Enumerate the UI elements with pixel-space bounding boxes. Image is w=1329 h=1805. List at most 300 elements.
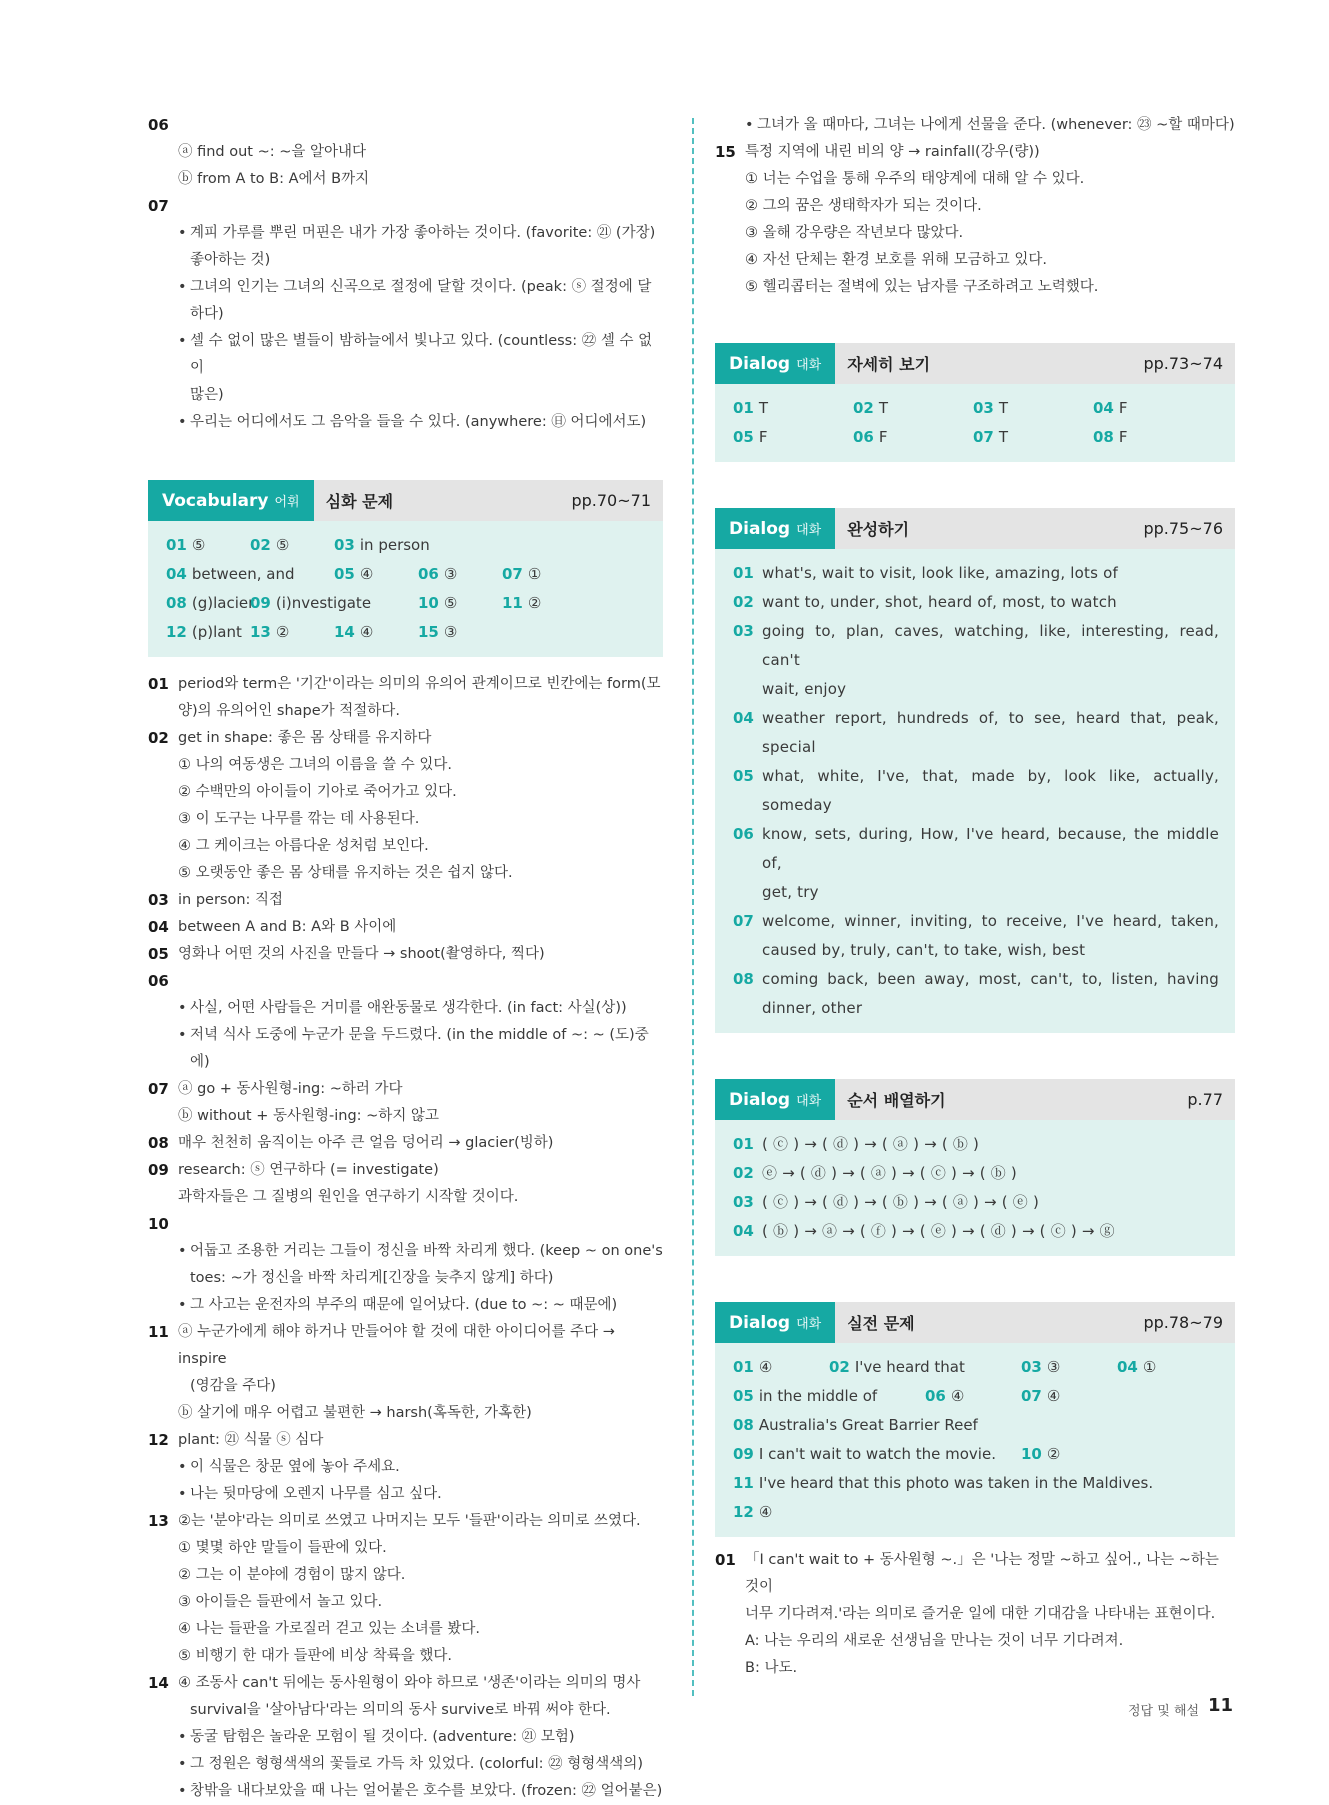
answer-value: F bbox=[1118, 399, 1128, 417]
item-text: research: ⓢ 연구하다 (= investigate) bbox=[178, 1162, 439, 1178]
answer-value: ② bbox=[527, 594, 542, 612]
answer-value: I can't wait to watch the movie. bbox=[758, 1445, 996, 1463]
item-number: 04 bbox=[148, 918, 169, 936]
bullet-line: • 그녀의 인기는 그녀의 신곡으로 절정에 달할 것이다. (peak: ⓢ 절정에 달 bbox=[148, 274, 663, 301]
vocabulary-answers bbox=[148, 521, 663, 657]
answer-row bbox=[733, 1411, 1219, 1440]
answer-cell bbox=[250, 589, 418, 618]
section-tag bbox=[148, 480, 314, 521]
answer-line bbox=[733, 907, 1219, 936]
section-pages: pp.75~76 bbox=[1143, 519, 1223, 538]
section-tag-korean: 어휘 bbox=[274, 495, 300, 510]
answer-value: T bbox=[998, 428, 1009, 446]
answer-number bbox=[733, 733, 757, 762]
text-line: ⑤ 헬리콥터는 절벽에 있는 남자를 구조하려고 노력했다. bbox=[745, 279, 1099, 295]
section-title: 자세히 보기 bbox=[847, 355, 931, 374]
answer-number: 12 bbox=[166, 623, 187, 641]
section-title: 실전 문제 bbox=[847, 1314, 915, 1333]
text-line: ④ 나는 들판을 가로질러 걷고 있는 소녀를 봤다. bbox=[178, 1621, 480, 1637]
text-line: ④ 자선 단체는 환경 보호를 위해 모금하고 있다. bbox=[745, 252, 1047, 268]
explanation-item bbox=[148, 968, 663, 1076]
bullet-line: • 사실, 어떤 사람들은 거미를 애완동물로 생각한다. (in fact: 사실(상)) bbox=[148, 995, 663, 1022]
text-line: ⓑ from A to B: A에서 B까지 bbox=[178, 171, 370, 187]
answer-value: ③ bbox=[443, 565, 458, 583]
explanation-row bbox=[148, 941, 663, 968]
answer-value: coming back, been away, most, can't, to, listen, having bbox=[762, 970, 1219, 988]
answer-cell bbox=[418, 589, 502, 618]
answer-number: 09 bbox=[250, 594, 271, 612]
item-number: 12 bbox=[148, 1431, 169, 1449]
text-line: ① 나의 여동생은 그녀의 이름을 쓸 수 있다. bbox=[178, 757, 452, 773]
answer-number: 10 bbox=[1021, 1445, 1042, 1463]
bullet-line: • 창밖을 내다보았을 때 나는 얼어붙은 호수를 보았다. (frozen: ㉒ 얼어붙은) bbox=[148, 1778, 663, 1805]
answer-value: ⓔ → ( ⓓ ) → ( ⓐ ) → ( ⓒ ) → ( ⓑ ) bbox=[762, 1164, 1017, 1182]
answer-value: Australia's Great Barrier Reef bbox=[758, 1416, 978, 1434]
answer-number: 07 bbox=[973, 428, 994, 446]
explanation-row bbox=[715, 1547, 1235, 1601]
explanation-item bbox=[148, 671, 663, 725]
answer-value: dinner, other bbox=[762, 999, 863, 1017]
explanation-row bbox=[148, 1157, 663, 1184]
bullet-line: • 동굴 탐험은 놀라운 모험이 될 것이다. (adventure: ㉑ 모험) bbox=[148, 1724, 663, 1751]
answer-value: ② bbox=[1046, 1445, 1061, 1463]
answer-value: T bbox=[878, 399, 889, 417]
explanation-item bbox=[148, 1130, 663, 1157]
answer-cell bbox=[502, 589, 582, 618]
answer-line bbox=[733, 965, 1219, 994]
bullet-continuation: 많은) bbox=[190, 387, 224, 403]
answer-number: 06 bbox=[925, 1387, 946, 1405]
explanation-item bbox=[148, 193, 663, 436]
item-text: in person: 직접 bbox=[178, 892, 284, 908]
answer-value: ⑤ bbox=[275, 536, 290, 554]
explanation-item bbox=[148, 725, 663, 887]
item-text: period와 term은 '기간'이라는 의미의 유의어 관계이므로 빈칸에는 form(모 bbox=[178, 676, 661, 692]
answer-line bbox=[733, 762, 1219, 820]
text-line: (영감을 주다) bbox=[190, 1378, 276, 1394]
section-tag-label: Dialog bbox=[729, 1312, 791, 1333]
text-line: ⓑ without + 동사원형-ing: ~하지 않고 bbox=[178, 1108, 439, 1124]
answer-number: 03 bbox=[1021, 1358, 1042, 1376]
column-divider bbox=[692, 118, 694, 1696]
answer-cell bbox=[166, 618, 250, 647]
answer-value: (p)lant bbox=[191, 623, 242, 641]
answer-line bbox=[733, 617, 1219, 675]
answer-number: 02 bbox=[250, 536, 271, 554]
explanation-row bbox=[148, 1508, 663, 1535]
answer-value: ② bbox=[275, 623, 290, 641]
dialog-answers bbox=[715, 384, 1235, 462]
answer-cell bbox=[1021, 1382, 1101, 1411]
answer-number: 09 bbox=[733, 1445, 754, 1463]
answer-cell bbox=[733, 423, 853, 452]
bullet-line: • 우리는 어디에서도 그 음악을 들을 수 있다. (anywhere: ㊐ 어디에서도) bbox=[148, 409, 663, 436]
section-tag-korean: 대화 bbox=[796, 358, 822, 373]
answer-value: in person bbox=[359, 536, 430, 554]
item-text bbox=[178, 193, 663, 220]
section-header bbox=[148, 480, 663, 521]
text-line: 과학자들은 그 질병의 원인을 연구하기 시작할 것이다. bbox=[178, 1189, 519, 1205]
explanation-item bbox=[148, 941, 663, 968]
explanation-item bbox=[715, 139, 1235, 301]
bullet-line: • 그녀가 올 때마다, 그녀는 나에게 선물을 준다. (whenever: ㉓ ~할 때마다) bbox=[715, 112, 1235, 139]
explanation-row bbox=[148, 968, 663, 995]
section-tag-korean: 대화 bbox=[796, 523, 822, 538]
answer-cell bbox=[853, 394, 973, 423]
item-number: 11 bbox=[148, 1323, 169, 1341]
explanation-item bbox=[148, 1211, 663, 1319]
section-tag-label: Vocabulary bbox=[162, 490, 269, 511]
section-header bbox=[715, 1079, 1235, 1120]
answer-value: ① bbox=[1142, 1358, 1157, 1376]
answer-number bbox=[733, 675, 757, 704]
item-number: 02 bbox=[148, 729, 169, 747]
answer-number: 02 bbox=[853, 399, 874, 417]
section-tag bbox=[715, 1302, 835, 1343]
answer-number: 07 bbox=[733, 912, 754, 930]
item-number: 13 bbox=[148, 1512, 169, 1530]
answer-number: 15 bbox=[418, 623, 439, 641]
answer-row bbox=[166, 589, 647, 618]
answer-cell bbox=[733, 1498, 813, 1527]
section-pages: pp.70~71 bbox=[571, 491, 651, 510]
section-tag-label: Dialog bbox=[729, 353, 791, 374]
item-text: 매우 천천히 움직이는 아주 큰 얼음 덩어리 → glacier(빙하) bbox=[178, 1135, 554, 1151]
answer-cell bbox=[1093, 423, 1213, 452]
answer-row bbox=[733, 1440, 1219, 1469]
answer-cell bbox=[733, 1411, 1133, 1440]
item-text: 「I can't wait to + 동사원형 ~.」은 '나는 정말 ~하고 싶어., 나는 ~하는 것이 bbox=[745, 1552, 1219, 1595]
answer-cell bbox=[733, 394, 853, 423]
item-number: 01 bbox=[148, 675, 169, 693]
answer-number: 01 bbox=[166, 536, 187, 554]
text-line: survival을 '살아남다'라는 의미의 동사 survive로 바꿔 써야 한다. bbox=[190, 1702, 611, 1718]
item-text: ⓐ go + 동사원형-ing: ~하러 가다 bbox=[178, 1081, 403, 1097]
dialog-answers bbox=[715, 1120, 1235, 1256]
section-title: 순서 배열하기 bbox=[847, 1091, 946, 1110]
text-line: A: 나는 우리의 새로운 선생님을 만나는 것이 너무 기다려져. bbox=[745, 1633, 1124, 1649]
vocabulary-section bbox=[148, 480, 663, 657]
answer-value: what's, wait to visit, look like, amazing, lots of bbox=[762, 564, 1118, 582]
answer-cell bbox=[334, 531, 494, 560]
answer-cell bbox=[166, 589, 255, 618]
answer-value: ④ bbox=[359, 623, 374, 641]
item-number: 07 bbox=[148, 197, 169, 215]
explanation-row bbox=[148, 1130, 663, 1157]
section-title: 심화 문제 bbox=[325, 492, 394, 511]
text-line: 너무 기다려져.'라는 의미로 즐거운 일에 대한 기대감을 나타내는 표현이다. bbox=[745, 1606, 1216, 1622]
item-number: 10 bbox=[148, 1215, 169, 1233]
item-text: get in shape: 좋은 몸 상태를 유지하다 bbox=[178, 730, 432, 746]
answer-line bbox=[733, 994, 1219, 1023]
text-line: ② 그의 꿈은 생태학자가 되는 것이다. bbox=[745, 198, 982, 214]
explanation-item bbox=[148, 914, 663, 941]
right-column bbox=[715, 112, 1235, 1682]
explanation-row bbox=[148, 671, 663, 698]
answer-number: 01 bbox=[733, 564, 754, 582]
section-header bbox=[715, 1302, 1235, 1343]
answer-number: 06 bbox=[418, 565, 439, 583]
answer-line bbox=[733, 936, 1219, 965]
text-line: ② 수백만의 아이들이 기아로 죽어가고 있다. bbox=[178, 784, 457, 800]
text-line: ⓐ find out ~: ~을 알아내다 bbox=[178, 144, 367, 160]
answer-line bbox=[733, 704, 1219, 733]
answer-cell bbox=[166, 531, 250, 560]
answer-number: 10 bbox=[418, 594, 439, 612]
answer-number: 11 bbox=[733, 1474, 754, 1492]
answer-row bbox=[733, 1353, 1219, 1382]
explanation-row bbox=[715, 139, 1235, 166]
explanation-item bbox=[148, 1157, 663, 1211]
answer-cell bbox=[1021, 1353, 1117, 1382]
explanation-item bbox=[148, 1076, 663, 1130]
explanation-row bbox=[148, 725, 663, 752]
answer-value: what, white, I've, that, made by, look like, actually, someday bbox=[762, 767, 1219, 814]
answer-number: 08 bbox=[166, 594, 187, 612]
answer-row bbox=[733, 423, 1219, 452]
item-number: 06 bbox=[148, 116, 169, 134]
text-line: ② 그는 이 분야에 경험이 많지 않다. bbox=[178, 1567, 406, 1583]
answer-number: 14 bbox=[334, 623, 355, 641]
answer-cell bbox=[250, 531, 334, 560]
dialog-answers bbox=[715, 1343, 1235, 1537]
answer-cell bbox=[1093, 394, 1213, 423]
answer-number: 01 bbox=[733, 1135, 754, 1153]
answer-number: 01 bbox=[733, 1358, 754, 1376]
section-header bbox=[715, 343, 1235, 384]
section-tag bbox=[715, 343, 835, 384]
answer-value: between, and bbox=[191, 565, 295, 583]
item-text: ②는 '분야'라는 의미로 쓰였고 나머지는 모두 '들판'이라는 의미로 쓰였다. bbox=[178, 1513, 641, 1529]
text-line: ⑤ 비행기 한 대가 들판에 비상 착륙을 했다. bbox=[178, 1648, 452, 1664]
answer-row bbox=[166, 560, 647, 589]
section-header bbox=[715, 508, 1235, 549]
answer-value: F bbox=[1118, 428, 1128, 446]
answer-number: 03 bbox=[733, 1193, 754, 1211]
explanation-row bbox=[148, 1211, 663, 1238]
item-number: 01 bbox=[715, 1551, 736, 1569]
answer-cell bbox=[973, 423, 1093, 452]
answer-value: ④ bbox=[758, 1358, 773, 1376]
answer-number: 08 bbox=[1093, 428, 1114, 446]
bullet-line: • 셀 수 없이 많은 별들이 밤하늘에서 빛나고 있다. (countless: ㉒ 셀 수 없이 bbox=[148, 328, 663, 382]
dialog-section bbox=[715, 343, 1235, 462]
section-tag-korean: 대화 bbox=[796, 1317, 822, 1332]
answer-number: 11 bbox=[502, 594, 523, 612]
bullet-line: • 계피 가루를 뿌린 머핀은 내가 가장 좋아하는 것이다. (favorite: ㉑ (가장) bbox=[148, 220, 663, 247]
item-text: 영화나 어떤 것의 사진을 만들다 → shoot(촬영하다, 찍다) bbox=[178, 946, 545, 962]
text-line: 양)의 유의어인 shape가 적절하다. bbox=[178, 703, 400, 719]
answer-cell bbox=[418, 618, 498, 647]
answer-value: ① bbox=[527, 565, 542, 583]
item-text bbox=[178, 112, 663, 139]
answer-number: 07 bbox=[502, 565, 523, 583]
answer-number bbox=[733, 878, 757, 907]
answer-value: ④ bbox=[950, 1387, 965, 1405]
item-text: ④ 조동사 can't 뒤에는 동사원형이 와야 하므로 '생존'이라는 의미의 명사 bbox=[178, 1675, 641, 1691]
answer-row bbox=[733, 1382, 1219, 1411]
bullet-line: • 그 사고는 운전자의 부주의 때문에 일어났다. (due to ~: ~ 때문에) bbox=[148, 1292, 663, 1319]
item-text bbox=[178, 968, 663, 995]
answer-value: ④ bbox=[359, 565, 374, 583]
answer-number: 04 bbox=[166, 565, 187, 583]
footer-label: 정답 및 해설 bbox=[1128, 1704, 1200, 1719]
answer-cell bbox=[250, 618, 334, 647]
text-line: B: 나도. bbox=[745, 1660, 798, 1676]
answer-cell bbox=[1021, 1440, 1101, 1469]
bullet-line: • 나는 뒷마당에 오렌지 나무를 심고 싶다. bbox=[148, 1481, 663, 1508]
item-text: 특정 지역에 내린 비의 양 → rainfall(강우(량)) bbox=[745, 144, 1040, 160]
answer-value: ⑤ bbox=[443, 594, 458, 612]
text-line: ⓑ 살기에 매우 어렵고 불편한 → harsh(혹독한, 가혹한) bbox=[178, 1405, 532, 1421]
explanation-item bbox=[148, 1427, 663, 1508]
section-pages: pp.73~74 bbox=[1143, 354, 1223, 373]
section-tag-korean: 대화 bbox=[796, 1094, 822, 1109]
item-text: ⓐ 누군가에게 해야 하거나 만들어야 할 것에 대한 아이디어를 주다 → inspire bbox=[178, 1324, 615, 1367]
answer-number: 05 bbox=[334, 565, 355, 583]
explanation-item bbox=[148, 887, 663, 914]
explanation-row bbox=[148, 887, 663, 914]
explanation-row bbox=[148, 1670, 663, 1697]
answer-number: 03 bbox=[973, 399, 994, 417]
explanation-row bbox=[148, 1319, 663, 1373]
bullet-line: • 그 정원은 형형색색의 꽃들로 가득 차 있었다. (colorful: ㉒ 형형색색의) bbox=[148, 1751, 663, 1778]
dialog-explanations bbox=[715, 1547, 1235, 1682]
answer-row bbox=[733, 1498, 1219, 1527]
answer-value: F bbox=[878, 428, 888, 446]
answer-cell bbox=[733, 1469, 1193, 1498]
answer-number: 05 bbox=[733, 1387, 754, 1405]
answer-cell bbox=[1117, 1353, 1197, 1382]
explanation-row bbox=[148, 914, 663, 941]
answer-value: weather report, hundreds of, to see, heard that, peak, bbox=[762, 709, 1219, 727]
answer-value: ③ bbox=[1046, 1358, 1061, 1376]
answer-line bbox=[733, 878, 1219, 907]
explanation-row bbox=[148, 112, 663, 139]
answer-number: 04 bbox=[733, 1222, 754, 1240]
answer-number: 08 bbox=[733, 970, 754, 988]
answer-row bbox=[733, 1469, 1219, 1498]
answer-cell bbox=[502, 560, 582, 589]
answer-number: 06 bbox=[853, 428, 874, 446]
answer-line bbox=[733, 1188, 1219, 1217]
explanation-item bbox=[148, 1508, 663, 1670]
answer-cell bbox=[334, 618, 418, 647]
section-tag bbox=[715, 508, 835, 549]
text-line: ① 몇몇 하얀 말들이 들판에 있다. bbox=[178, 1540, 387, 1556]
answer-value: ③ bbox=[443, 623, 458, 641]
left-column bbox=[148, 112, 663, 1805]
answer-value: ④ bbox=[758, 1503, 773, 1521]
item-text: between A and B: A와 B 사이에 bbox=[178, 919, 397, 935]
answer-value: ( ⓒ ) → ( ⓓ ) → ( ⓑ ) → ( ⓐ ) → ( ⓔ ) bbox=[762, 1193, 1040, 1211]
answer-value: F bbox=[758, 428, 768, 446]
item-text bbox=[178, 1211, 663, 1238]
dialog-section bbox=[715, 1302, 1235, 1537]
answer-cell bbox=[853, 423, 973, 452]
item-text: plant: ㉑ 식물 ⓢ 심다 bbox=[178, 1432, 324, 1448]
section-title: 완성하기 bbox=[847, 520, 910, 539]
answer-number: 06 bbox=[733, 825, 754, 843]
answer-value: going to, plan, caves, watching, like, interesting, read, can't bbox=[762, 622, 1219, 669]
answer-cell bbox=[733, 1382, 925, 1411]
answer-number bbox=[733, 994, 757, 1023]
answer-number: 04 bbox=[1093, 399, 1114, 417]
answer-cell bbox=[166, 560, 334, 589]
item-number: 09 bbox=[148, 1161, 169, 1179]
answer-value: caused by, truly, can't, to take, wish, best bbox=[762, 941, 1086, 959]
item-number: 03 bbox=[148, 891, 169, 909]
answer-line bbox=[733, 559, 1219, 588]
text-line: ③ 아이들은 들판에서 놀고 있다. bbox=[178, 1594, 383, 1610]
answer-value: I've heard that this photo was taken in the Maldives. bbox=[758, 1474, 1154, 1492]
explanation-item bbox=[715, 1547, 1235, 1682]
text-line: ④ 그 케이크는 아름다운 성처럼 보인다. bbox=[178, 838, 429, 854]
dialog-section bbox=[715, 1079, 1235, 1256]
answer-line bbox=[733, 675, 1219, 704]
answer-line bbox=[733, 588, 1219, 617]
section-pages: p.77 bbox=[1187, 1090, 1223, 1109]
explanation-row bbox=[148, 1076, 663, 1103]
section-tag-label: Dialog bbox=[729, 1089, 791, 1110]
explanation-item bbox=[148, 112, 663, 193]
dialog-answers bbox=[715, 549, 1235, 1033]
answer-value: ( ⓒ ) → ( ⓓ ) → ( ⓐ ) → ( ⓑ ) bbox=[762, 1135, 980, 1153]
answer-row bbox=[166, 618, 647, 647]
answer-cell bbox=[973, 394, 1093, 423]
answer-number: 03 bbox=[334, 536, 355, 554]
answer-number: 07 bbox=[1021, 1387, 1042, 1405]
answer-number: 12 bbox=[733, 1503, 754, 1521]
answer-value: want to, under, shot, heard of, most, to watch bbox=[762, 593, 1117, 611]
answer-number: 05 bbox=[733, 428, 754, 446]
answer-value: T bbox=[998, 399, 1009, 417]
answer-cell bbox=[418, 560, 502, 589]
bullet-line: • 어둡고 조용한 거리는 그들이 정신을 바짝 차리게 했다. (keep ~ on one's bbox=[148, 1238, 663, 1265]
answer-line bbox=[733, 1159, 1219, 1188]
answer-number: 02 bbox=[829, 1358, 850, 1376]
bullet-continuation: toes: ~가 정신을 바짝 차리게[긴장을 늦추지 않게] 하다) bbox=[190, 1270, 554, 1286]
item-number: 14 bbox=[148, 1674, 169, 1692]
answer-line bbox=[733, 733, 1219, 762]
item-number: 07 bbox=[148, 1080, 169, 1098]
answer-value: ⑤ bbox=[191, 536, 206, 554]
answer-number: 04 bbox=[733, 709, 754, 727]
answer-value: wait, enjoy bbox=[762, 680, 847, 698]
answer-number bbox=[733, 936, 757, 965]
answer-number: 04 bbox=[1117, 1358, 1138, 1376]
answer-number: 03 bbox=[733, 622, 754, 640]
section-tag bbox=[715, 1079, 835, 1120]
explanation-item bbox=[148, 1319, 663, 1427]
answer-cell bbox=[733, 1440, 1021, 1469]
item-number: 08 bbox=[148, 1134, 169, 1152]
item-number: 15 bbox=[715, 143, 736, 161]
answer-cell bbox=[829, 1353, 1021, 1382]
item-number: 05 bbox=[148, 945, 169, 963]
answer-value: (g)lacier bbox=[191, 594, 255, 612]
answer-value: in the middle of bbox=[758, 1387, 878, 1405]
answer-number: 02 bbox=[733, 593, 754, 611]
dialog-section bbox=[715, 508, 1235, 1033]
text-line: ③ 이 도구는 나무를 깎는 데 사용된다. bbox=[178, 811, 420, 827]
answer-line bbox=[733, 1217, 1219, 1246]
answer-number: 13 bbox=[250, 623, 271, 641]
answer-value: know, sets, during, How, I've heard, because, the middle of, bbox=[762, 825, 1219, 872]
vocabulary-explanations bbox=[148, 671, 663, 1805]
text-line: ⑤ 오랫동안 좋은 몸 상태를 유지하는 것은 쉽지 않다. bbox=[178, 865, 513, 881]
answer-value: special bbox=[762, 738, 816, 756]
